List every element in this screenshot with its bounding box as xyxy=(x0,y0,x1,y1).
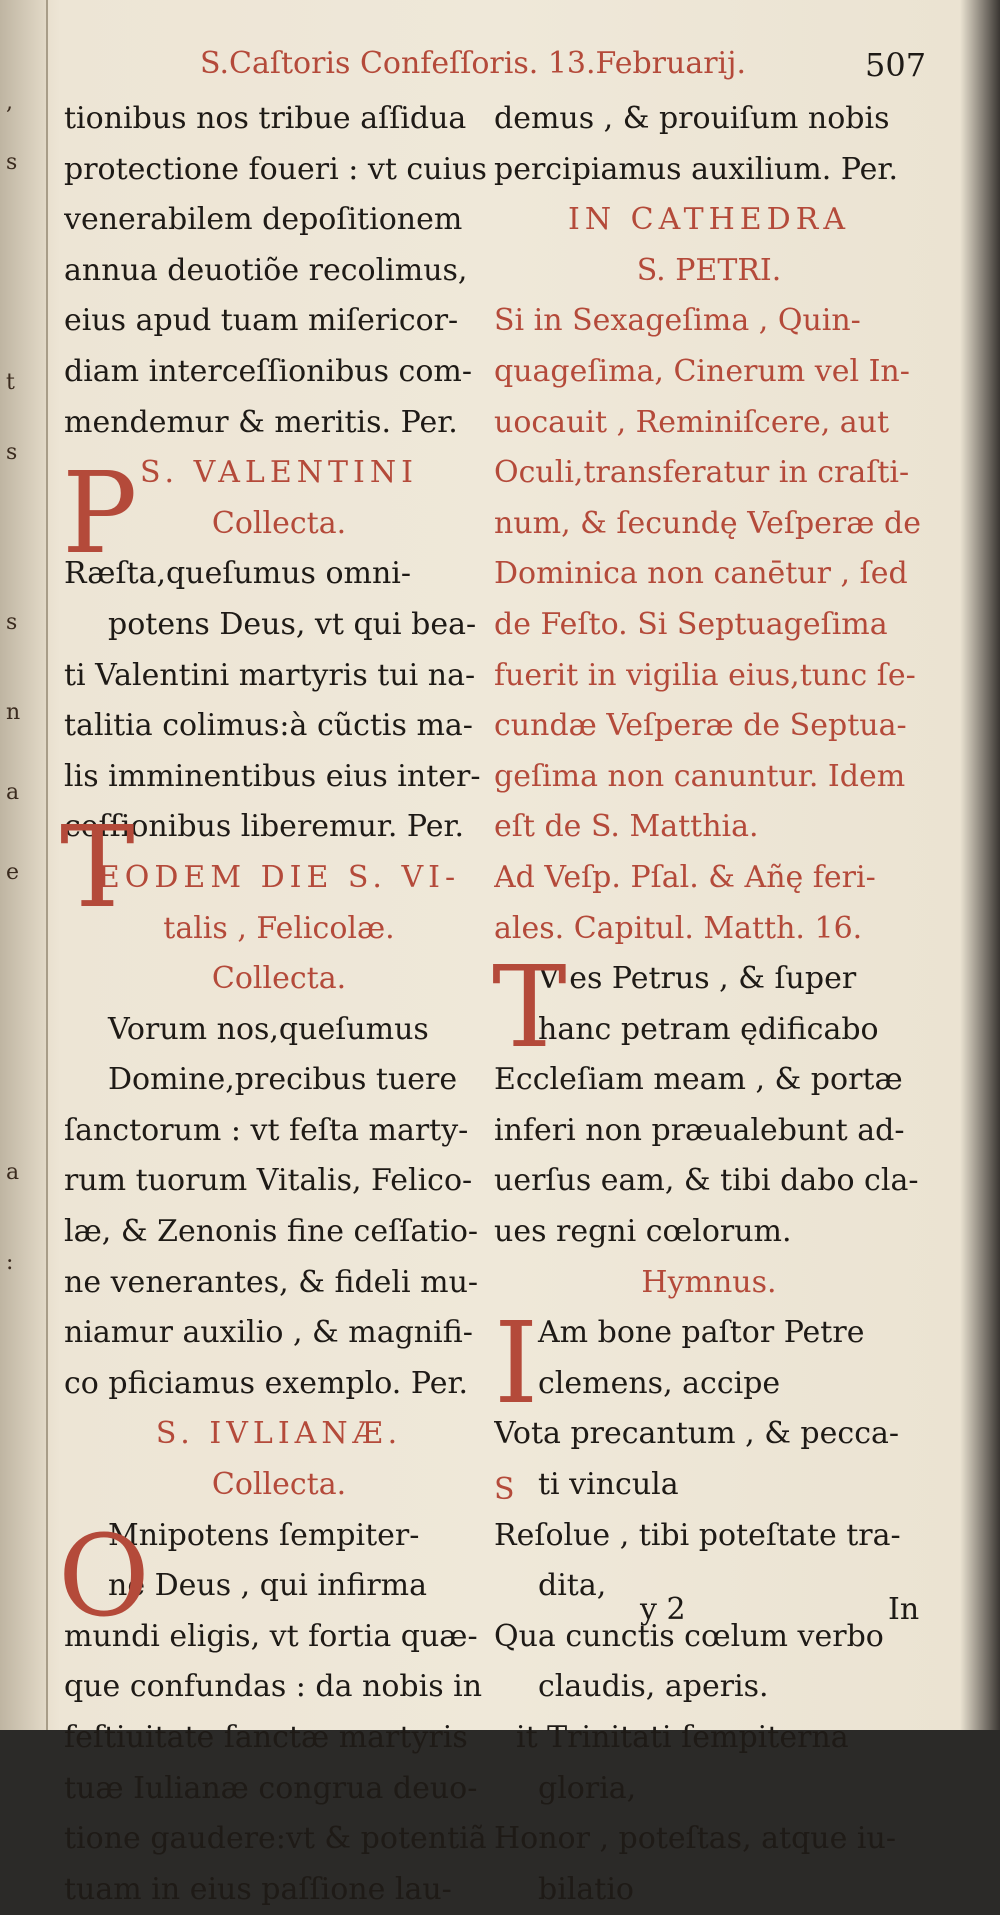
signature-mark: y 2 xyxy=(640,1592,686,1627)
text-line: ne venerantes, & fideli mu- xyxy=(64,1264,479,1300)
text-line: ceſſionibus liberemur. Per. xyxy=(64,809,465,845)
rubric-line: geſima non canuntur. Idem xyxy=(494,758,906,794)
drop-initial-t-right: T xyxy=(492,943,567,1073)
text-line: mundi eligis, vt fortia quæ- xyxy=(64,1618,478,1654)
rubric-line: uocauit , Reminiſcere, aut xyxy=(494,404,890,440)
text-line: ues regni cœlorum. xyxy=(494,1214,792,1250)
text-line: inferi non præualebunt ad- xyxy=(494,1112,905,1148)
text-line: it Trinitati ſempiterna xyxy=(516,1720,849,1755)
text-line: dita, xyxy=(538,1568,607,1604)
text-line: talitia colimus:à cũctis ma- xyxy=(64,708,473,744)
text-line: percipiamus auxilium. Per. xyxy=(494,151,899,187)
text-line: niamur auxilio , & magnifi- xyxy=(64,1315,473,1351)
text-line: venerabilem depoſitionem xyxy=(64,202,463,238)
text-line: tuam in eius paſſione lau- xyxy=(64,1871,452,1907)
text-line: eius apud tuam miſericor- xyxy=(64,303,459,339)
text-line: ſanctorum : vt feſta marty- xyxy=(64,1112,469,1148)
text-line: uerſus eam, & tibi dabo cla- xyxy=(494,1163,919,1199)
text-line: claudis, aperis. xyxy=(538,1669,769,1705)
text-line: que confundas : da nobis in xyxy=(64,1669,483,1705)
text-line: feſtiuitate ſanctæ martyris xyxy=(64,1720,468,1755)
rubric-line: Ad Veſp. Pſal. & Añę feri- xyxy=(494,859,876,895)
text-line: protectione foueri : vt cuius xyxy=(64,151,487,187)
section-heading: IN CATHEDRA xyxy=(568,202,850,238)
text-line: tionibus nos tribue aſſidua xyxy=(64,101,467,136)
catchword: In xyxy=(888,1592,920,1627)
rubric-line: num, & ſecundę Veſperæ de xyxy=(494,505,921,541)
running-title: S.Caſtoris Confeſſoris. 13.Februarij. xyxy=(200,46,746,81)
text-line: Qua cunctis cœlum verbo xyxy=(494,1618,884,1654)
section-heading: EODEM DIE S. VI- xyxy=(97,859,461,895)
section-subheading: S. PETRI. xyxy=(636,252,782,288)
drop-initial-t: T xyxy=(60,803,135,933)
running-header xyxy=(200,46,927,92)
rubric-line: Si in Sexageſima , Quin- xyxy=(494,303,861,339)
section-heading: S. VALENTINI xyxy=(140,455,418,491)
text-line: co pficiamus exemplo. Per. xyxy=(64,1365,469,1401)
rubric-line: Dominica non canētur , ſed xyxy=(494,556,908,592)
text-line: bilatio xyxy=(538,1871,634,1907)
text-line: potens Deus, vt qui bea- xyxy=(108,606,477,642)
text-line: annua deuotiõe recolimus, xyxy=(64,252,468,288)
section-subheading: Collecta. xyxy=(211,505,347,541)
text-line: læ, & Zenonis fine ceſſatio- xyxy=(64,1214,479,1250)
rubric-line: Oculi,transferatur in craſti- xyxy=(494,455,910,491)
rubric-line: de Feſto. Si Septuageſima xyxy=(494,606,888,642)
text-line: Vota precantum , & pecca- xyxy=(494,1416,900,1452)
text-line: Am bone paſtor Petre xyxy=(538,1315,865,1351)
text-line: tione gaudere:vt & potentiã xyxy=(64,1821,487,1857)
text-line: lis imminentibus eius inter- xyxy=(64,758,481,794)
text-line: Honor , poteſtas, atque iu- xyxy=(494,1821,896,1857)
initial-s: S xyxy=(494,1472,515,1507)
text-line: ti Valentini martyris tui na- xyxy=(64,657,476,693)
text-line: gloria, xyxy=(538,1770,637,1806)
facing-page-edge: , s t s s n a e a : xyxy=(0,0,48,1730)
drop-initial-p: P xyxy=(62,449,138,579)
section-subheading: Collecta. xyxy=(211,961,347,997)
text-line: Eccleſiam meam , & portæ xyxy=(494,1062,903,1098)
text-line: ti vincula xyxy=(538,1467,679,1503)
text-line: Mnipotens ſempiter- xyxy=(108,1517,420,1553)
text-line: Domine,precibus tuere xyxy=(108,1062,458,1098)
drop-initial-i: I xyxy=(494,1299,539,1429)
rubric-line: eſt de S. Matthia. xyxy=(494,809,759,845)
rubric-line: ales. Capitul. Matth. 16. xyxy=(494,910,863,946)
text-line: Vorum nos,queſumus xyxy=(108,1011,429,1047)
rubric-line: cundæ Veſperæ de Septua- xyxy=(494,708,907,744)
text-line: demus , & prouiſum nobis xyxy=(494,101,890,136)
text-line: ne Deus , qui infirma xyxy=(108,1568,427,1604)
text-line: hanc petram ędificabo xyxy=(538,1011,879,1047)
drop-initial-o: O xyxy=(58,1512,150,1642)
text-line: Ræſta,queſumus omni- xyxy=(64,556,412,592)
text-line: mendemur & meritis. Per. xyxy=(64,404,458,440)
text-line: tuæ Iulianæ congrua deuo- xyxy=(64,1770,478,1806)
section-subheading: Collecta. xyxy=(211,1467,347,1503)
text-line: Reſolue , tibi poteſtate tra- xyxy=(494,1517,901,1553)
page-number: 507 xyxy=(865,46,927,84)
text-line: rum tuorum Vitalis, Felico- xyxy=(64,1163,473,1199)
rubric-line: quageſima, Cinerum vel In- xyxy=(494,353,910,389)
text-line: clemens, accipe xyxy=(538,1365,781,1401)
rubric-line: fuerit in vigilia eius,tunc ſe- xyxy=(494,657,916,693)
section-subheading: Hymnus. xyxy=(641,1264,777,1300)
text-line: V es Petrus , & ſuper xyxy=(538,961,857,997)
text-line: diam interceſſionibus com- xyxy=(64,353,472,389)
section-subheading: talis , Felicolæ. xyxy=(163,910,395,946)
section-heading: S. IVLIANÆ. xyxy=(155,1416,403,1452)
